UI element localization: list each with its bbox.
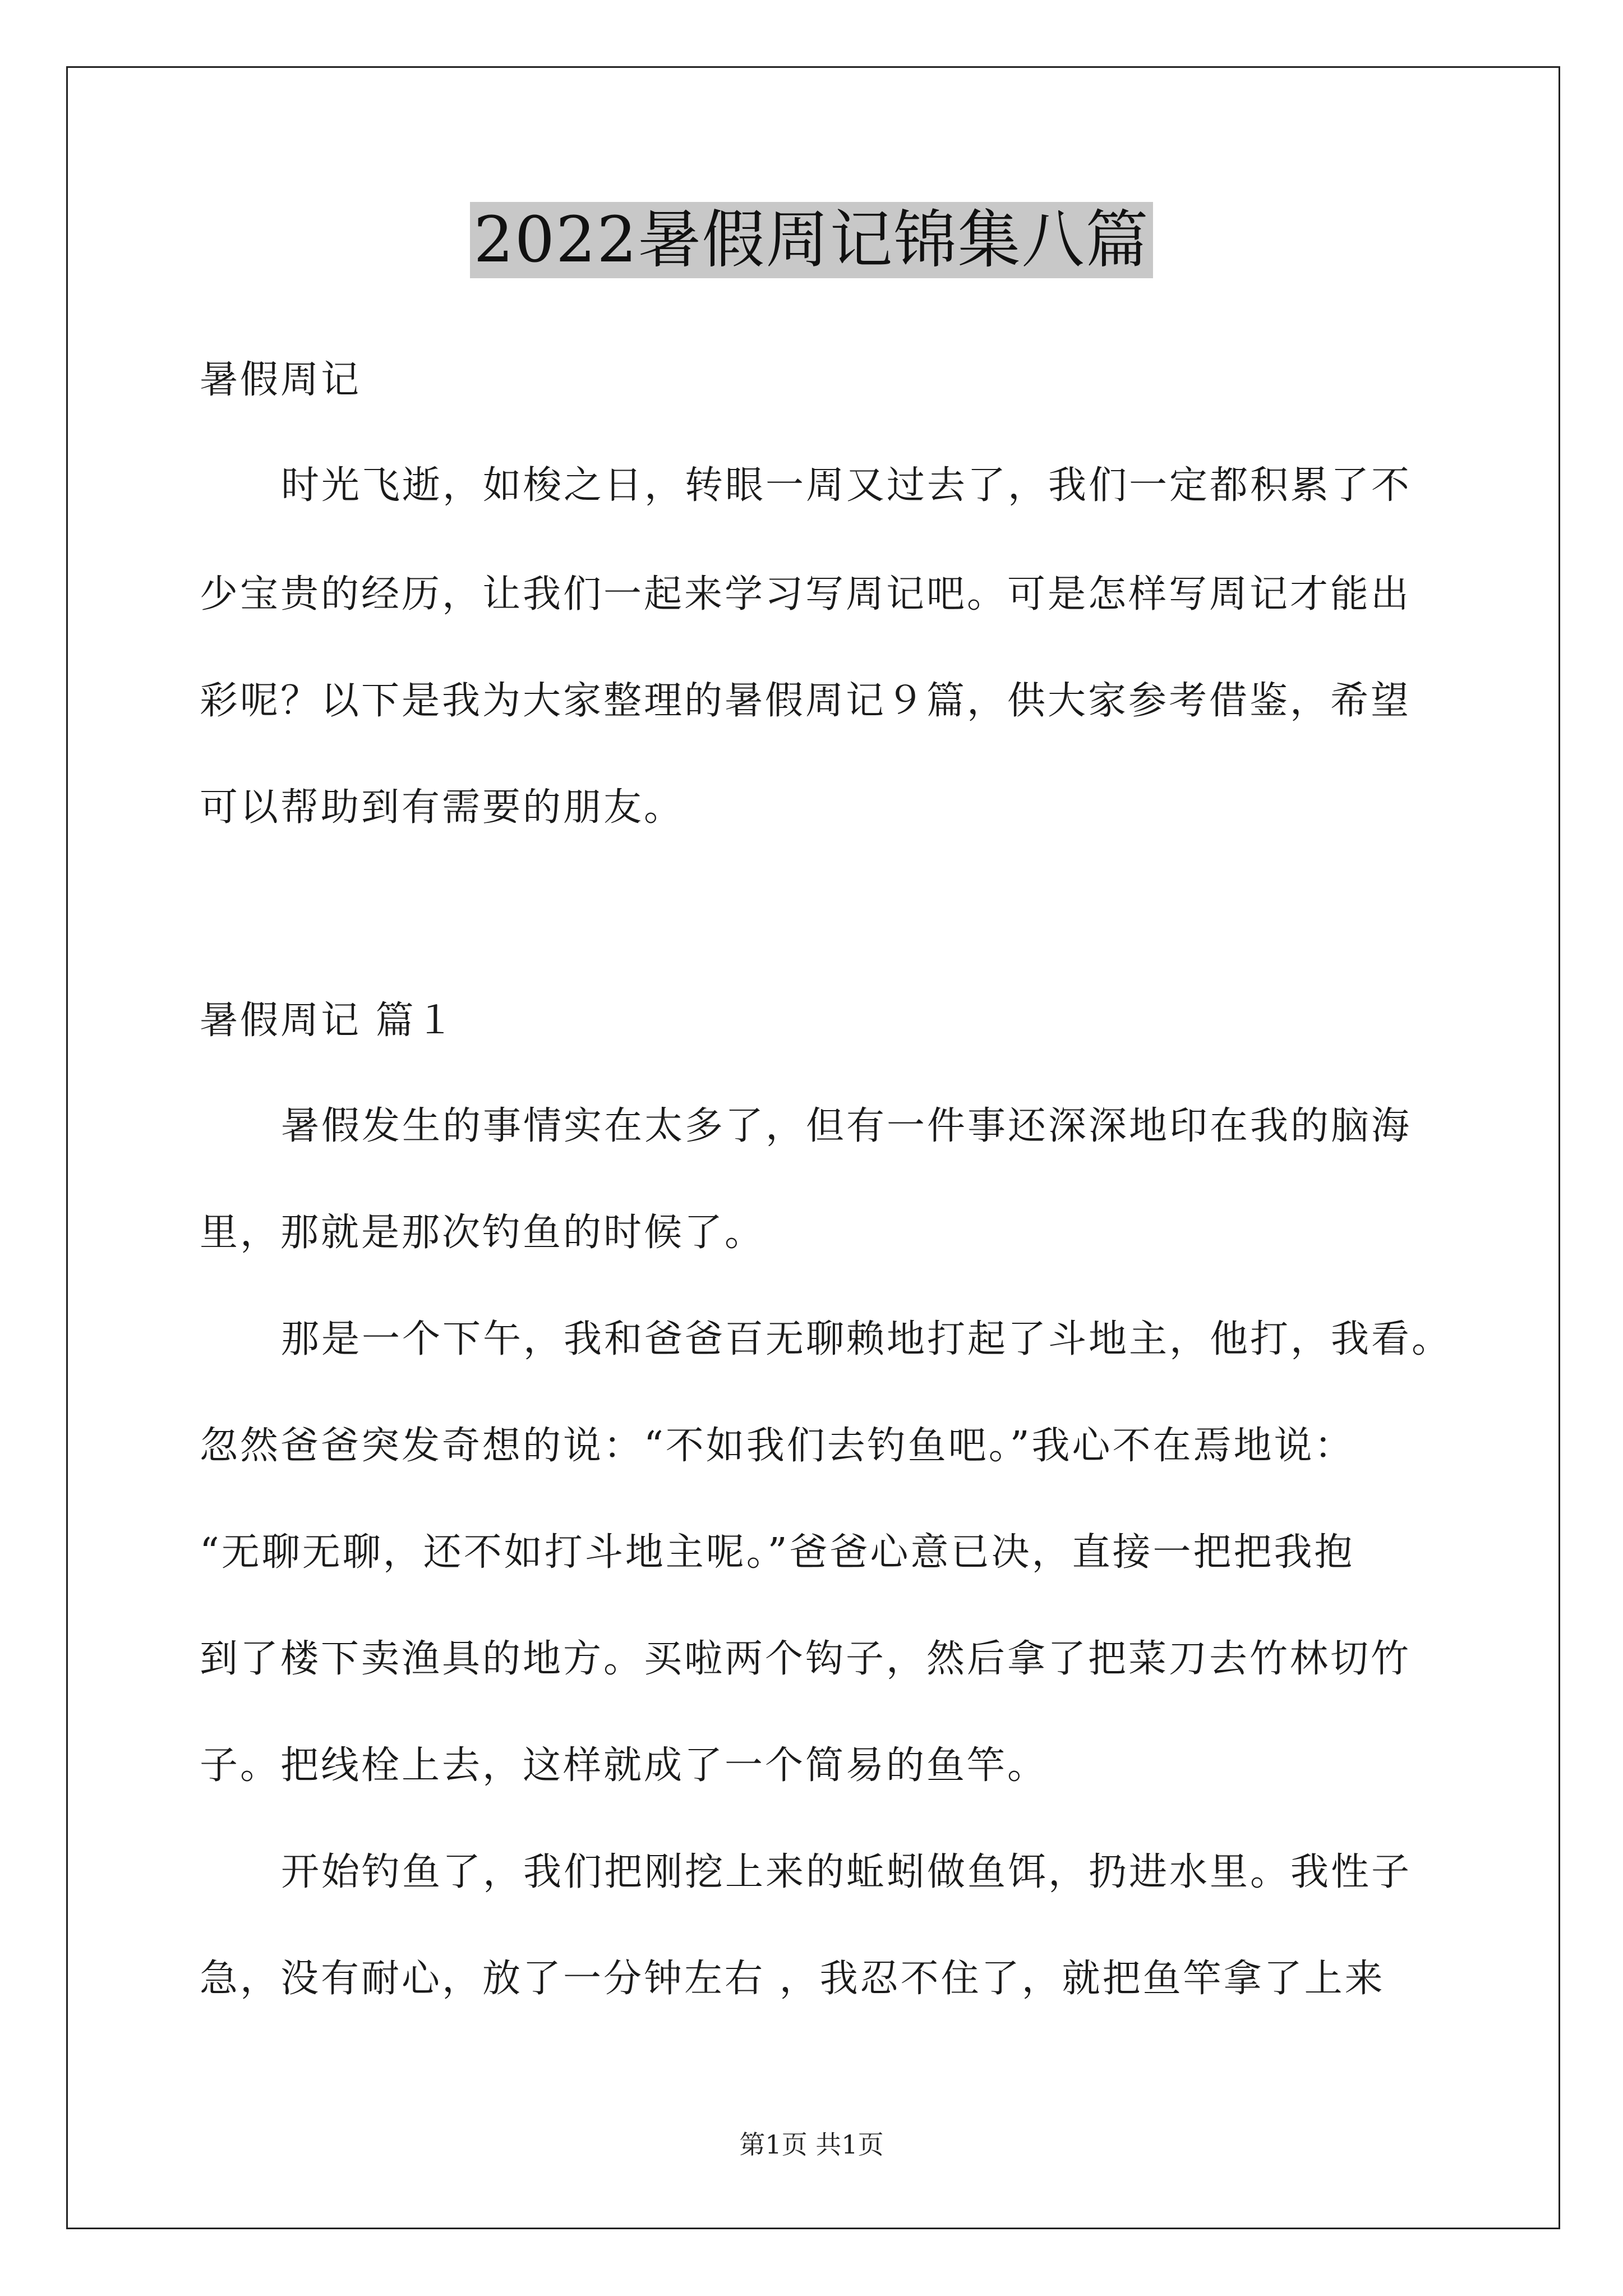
paragraph-line: 忽然爸爸突发奇想的说：“不如我们去钓鱼吧。”我心不在焉地说： [200,1424,1355,1468]
paragraph-line: 少宝贵的经历，让我们一起来学习写周记吧。可是怎样写周记才能出 [200,572,1412,616]
paragraph-line: 可以帮助到有需要的朋友。 [200,785,685,830]
document-title: 2022暑假周记锦集八篇 [470,202,1152,278]
paragraph-line: 彩呢？以下是我为大家整理的暑假周记９篇，供大家参考借鉴，希望 [200,679,1412,723]
paragraph-line: 急，没有耐心，放了一分钟左右 ，我忍不住了，就把鱼竿拿了上来 [200,1957,1385,2001]
paragraph-line: 时光飞逝，如梭之日，转眼一周又过去了，我们一定都积累了不 [281,463,1412,508]
page-footer: 第1页 共1页 [739,2129,884,2160]
paragraph-line: 那是一个下午，我和爸爸百无聊赖地打起了斗地主，他打，我看。 [281,1317,1453,1361]
paragraph-line: 暑假发生的事情实在太多了，但有一件事还深深地印在我的脑海 [281,1104,1412,1148]
paragraph-line: 开始钓鱼了，我们把刚挖上来的蚯蚓做鱼饵，扔进水里。我性子 [281,1850,1412,1894]
paragraph-line: “无聊无聊，还不如打斗地主呢。”爸爸心意已决，直接一把把我抱 [200,1530,1355,1575]
intro-heading: 暑假周记 [200,358,362,402]
paragraph-line: 子。把线栓上去，这样就成了一个简易的鱼竿。 [200,1743,1048,1788]
title-container [0,202,1623,278]
paragraph-line: 里，那就是那次钓鱼的时候了。 [200,1211,766,1255]
section-heading: 暑假周记 篇１ [200,999,457,1043]
paragraph-line: 到了楼下卖渔具的地方。买啦两个钩子，然后拿了把菜刀去竹林切竹 [200,1637,1412,1681]
